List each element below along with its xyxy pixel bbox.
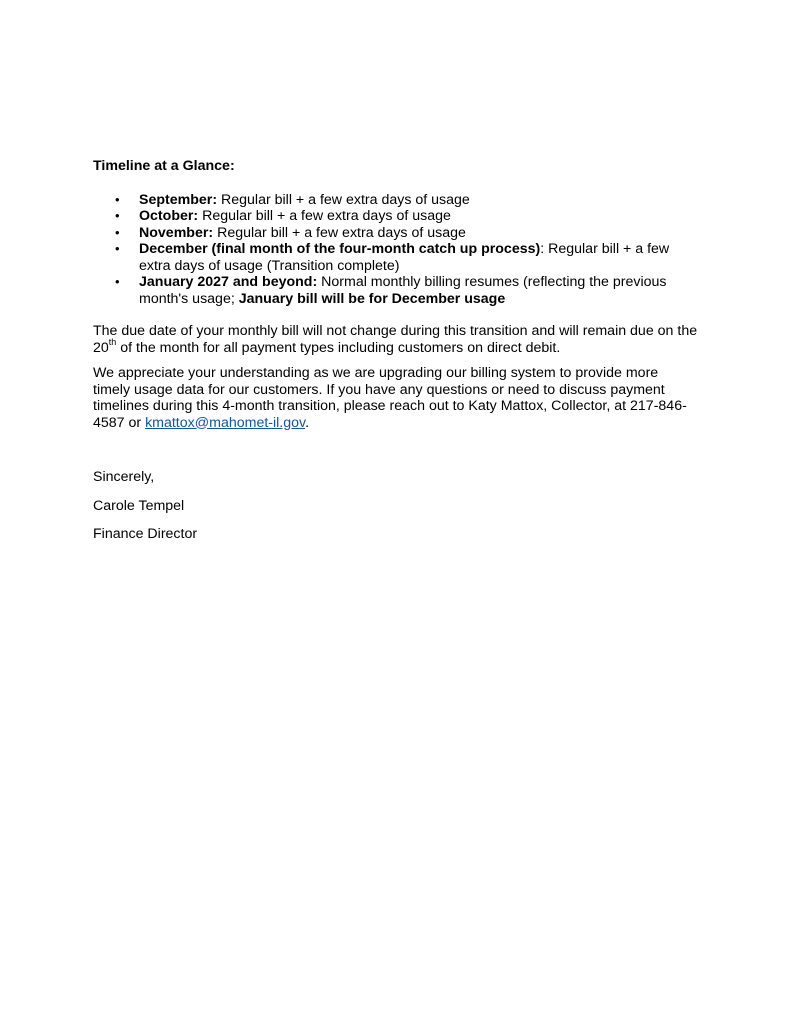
list-item bbox=[93, 192, 698, 209]
appreciation-paragraph bbox=[93, 365, 698, 431]
list-item bbox=[93, 208, 698, 225]
timeline-label: January 2027 and beyond: bbox=[139, 274, 318, 290]
email-link[interactable]: kmattox@mahomet-il.gov bbox=[145, 414, 306, 431]
bullet-icon: • bbox=[115, 191, 120, 207]
appreciation-end: . bbox=[305, 414, 310, 431]
signer-name: Carole Tempel bbox=[93, 497, 185, 514]
timeline-text: Regular bill + a few extra days of usage bbox=[198, 208, 451, 224]
ordinal-suffix: th bbox=[108, 336, 117, 347]
salutation: Sincerely, bbox=[93, 469, 155, 485]
timeline-label: September: bbox=[139, 191, 218, 208]
closing-block bbox=[93, 469, 698, 543]
timeline-text: Regular bill + a few extra days of usage bbox=[213, 224, 466, 241]
list-item bbox=[93, 225, 698, 242]
timeline-text: : Regular bill + a few extra days of usage (Transition complete) bbox=[139, 241, 670, 274]
bullet-icon: • bbox=[115, 274, 120, 289]
timeline-heading: Timeline at a Glance: bbox=[93, 158, 235, 174]
due-date-text: The due date of your monthly bill will not change during this transition and will remain due on the 20 bbox=[93, 323, 698, 356]
timeline-text: Normal monthly billing resumes (reflecting the previous month's usage; bbox=[139, 274, 667, 307]
letter-body bbox=[93, 158, 698, 555]
appreciation-text: We appreciate your understanding as we are upgrading our billing system to provide more timely usage data for our customers. If you have any questions or need to discuss payment timelines during this 4-month transition, please reach out to Katy Mattox, Collector, at 217-846-4587 or bbox=[93, 365, 687, 431]
due-date-paragraph bbox=[93, 323, 698, 356]
timeline-label: October: bbox=[139, 208, 199, 224]
timeline-text: Regular bill + a few extra days of usage bbox=[217, 191, 470, 208]
due-date-text-end: of the month for all payment types including customers on direct debit. bbox=[116, 339, 561, 356]
timeline-label: November: bbox=[139, 224, 214, 241]
list-item bbox=[93, 274, 698, 307]
signer-title: Finance Director bbox=[93, 526, 198, 542]
timeline-bold-tail: January bill will be for December usage bbox=[238, 290, 506, 307]
bullet-icon: • bbox=[115, 208, 120, 223]
timeline-label: December (final month of the four-month catch up process) bbox=[139, 241, 541, 257]
bullet-icon: • bbox=[115, 224, 120, 240]
list-item bbox=[93, 241, 698, 274]
timeline-list bbox=[93, 192, 698, 308]
bullet-icon: • bbox=[115, 241, 120, 256]
